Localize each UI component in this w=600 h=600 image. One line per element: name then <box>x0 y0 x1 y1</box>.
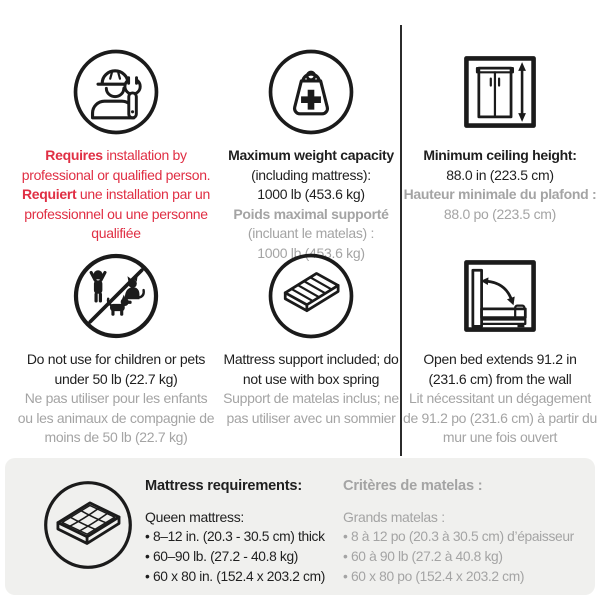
caption-line: Minimum ceiling height: <box>423 147 577 163</box>
panel-caption <box>404 146 597 224</box>
spec-bullet: • 8–12 in. (20.3 - 30.5 cm) thick <box>145 529 325 544</box>
caption-line: pas utiliser avec un sommier <box>226 409 396 426</box>
panel-caption <box>18 350 214 448</box>
caption-line: qualifiée <box>91 225 141 241</box>
caption-line: Requires installation by <box>45 147 187 163</box>
caption-line: professionnel ou une personne <box>24 205 208 222</box>
panel-ceiling-height <box>402 46 598 224</box>
spec-bullet: • 60 x 80 in. (152.4 x 203.2 cm) <box>145 569 325 584</box>
caption-line: Hauteur minimale du plafond : <box>403 186 597 202</box>
panel-mattress-support <box>222 250 400 428</box>
spec-bullet: • 60 à 90 lb (27.2 à 40.8 kg) <box>343 549 503 564</box>
panel-installation <box>10 46 222 244</box>
caption-line: Requiert une installation par un <box>21 186 211 202</box>
caption-line: moins de 50 lb (22.7 kg) <box>44 429 188 445</box>
panel-caption <box>22 146 211 244</box>
caption-line: 1000 lb (453.6 kg) <box>257 244 365 261</box>
caption-line: 88.0 in (223.5 cm) <box>446 166 554 183</box>
caption-line: Mattress support included; do <box>223 351 399 367</box>
mattress-specs-english <box>145 478 325 587</box>
mattress-specs-french <box>343 478 574 587</box>
mattress-specs-subheading: Queen mattress: <box>145 509 244 525</box>
spec-bullet: • 8 à 12 po (20.3 à 30.5 cm) d’épaisseur <box>343 529 574 544</box>
caption-line: Open bed extends 91.2 in <box>423 351 577 367</box>
weight-plus-icon <box>265 46 357 138</box>
caption-line: not use with box spring <box>242 370 380 387</box>
cabinet-height-arrow-icon <box>454 46 546 138</box>
caption-line: Maximum weight capacity <box>228 147 394 163</box>
caption-line: mur une fois ouvert <box>442 429 558 445</box>
caption-line: professional or qualified person. <box>21 166 211 183</box>
mattress-specs-bullets <box>343 527 574 587</box>
caption-line: Ne pas utiliser pour les enfants <box>24 390 208 406</box>
open-bed-extends-icon <box>454 250 546 342</box>
panel-max-weight <box>222 46 400 263</box>
installer-hardhat-wrench-icon <box>70 46 162 138</box>
caption-line: Support de matelas inclus; ne <box>223 390 399 406</box>
panel-caption <box>403 350 597 448</box>
slatted-support-icon <box>265 250 357 342</box>
caption-line: Lit nécessitant un dégagement <box>409 390 591 406</box>
caption-line: (incluant le matelas) : <box>247 225 375 241</box>
spec-bullet: • 60 x 80 po (152.4 x 203.2 cm) <box>343 569 525 584</box>
mattress-requirements-section <box>5 458 595 595</box>
panel-no-children-pets <box>10 250 222 448</box>
caption-line: de 91.2 po (231.6 cm) à partir du <box>403 409 597 426</box>
panel-caption <box>223 350 399 428</box>
spec-bullet: • 60–90 lb. (27.2 - 40.8 kg) <box>145 549 299 564</box>
mattress-specs-subheading: Grands matelas : <box>343 509 445 525</box>
caption-line: (231.6 cm) from the wall <box>428 370 572 387</box>
panel-caption <box>228 146 394 263</box>
caption-line: (including mattress): <box>251 166 371 183</box>
mattress-specs-bullets <box>145 527 325 587</box>
caption-line: Do not use for children or pets <box>26 351 206 367</box>
caption-line: under 50 lb (22.7 kg) <box>54 370 178 387</box>
no-children-pets-icon <box>70 250 162 342</box>
quilted-mattress-icon <box>41 478 135 572</box>
caption-line: ou les animaux de compagnie de <box>17 409 215 426</box>
caption-line: 1000 lb (453.6 kg) <box>257 186 365 202</box>
panel-open-bed <box>402 250 598 448</box>
mattress-specs-heading: Critères de matelas : <box>343 478 483 494</box>
mattress-specs-heading: Mattress requirements: <box>145 478 302 494</box>
caption-line: 88.0 po (223.5 cm) <box>443 205 557 222</box>
caption-line: Poids maximal supporté <box>233 205 389 222</box>
